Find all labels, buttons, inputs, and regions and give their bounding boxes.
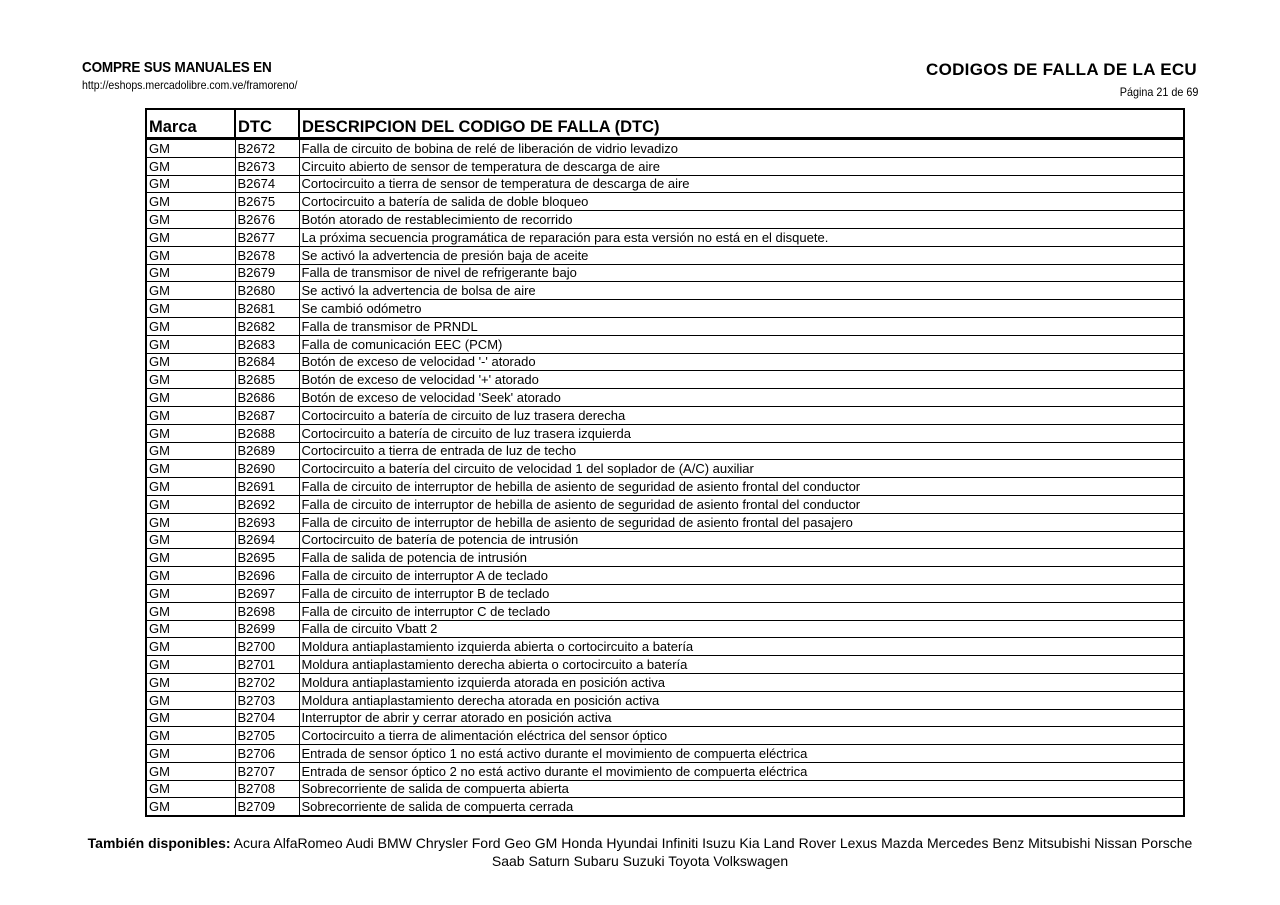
table-row — [146, 353, 1184, 371]
table-row — [146, 656, 1184, 674]
cell-dtc: B2697 — [235, 584, 299, 602]
table-row — [146, 762, 1184, 780]
cell-descripcion: Falla de circuito de interruptor B de teclado — [299, 584, 1184, 602]
cell-dtc: B2696 — [235, 567, 299, 585]
cell-dtc: B2683 — [235, 335, 299, 353]
cell-dtc: B2676 — [235, 211, 299, 229]
table-row — [146, 567, 1184, 585]
cell-descripcion: Se activó la advertencia de presión baja de aceite — [299, 246, 1184, 264]
cell-dtc: B2694 — [235, 531, 299, 549]
column-header-marca: Marca — [146, 109, 235, 139]
cell-dtc: B2691 — [235, 478, 299, 496]
cell-marca: GM — [146, 157, 235, 175]
cell-descripcion: Botón atorado de restablecimiento de recorrido — [299, 211, 1184, 229]
cell-dtc: B2680 — [235, 282, 299, 300]
cell-marca: GM — [146, 709, 235, 727]
table-row — [146, 157, 1184, 175]
cell-dtc: B2687 — [235, 406, 299, 424]
cell-descripcion: Cortocircuito a batería de circuito de luz trasera derecha — [299, 406, 1184, 424]
cell-marca: GM — [146, 727, 235, 745]
cell-marca: GM — [146, 300, 235, 318]
cell-descripcion: Botón de exceso de velocidad '+' atorado — [299, 371, 1184, 389]
footer-available-brands — [82, 834, 1198, 870]
cell-marca: GM — [146, 317, 235, 335]
table-row — [146, 780, 1184, 798]
cell-descripcion: Cortocircuito a tierra de alimentación eléctrica del sensor óptico — [299, 727, 1184, 745]
table-body — [146, 139, 1184, 817]
cell-descripcion: Moldura antiaplastamiento izquierda atorada en posición activa — [299, 673, 1184, 691]
cell-dtc: B2684 — [235, 353, 299, 371]
cell-marca: GM — [146, 442, 235, 460]
cell-descripcion: Falla de circuito de interruptor C de teclado — [299, 602, 1184, 620]
table-row — [146, 442, 1184, 460]
cell-marca: GM — [146, 478, 235, 496]
column-header-descripcion: DESCRIPCION DEL CODIGO DE FALLA (DTC) — [299, 109, 1184, 139]
table-row — [146, 228, 1184, 246]
cell-marca: GM — [146, 389, 235, 407]
cell-marca: GM — [146, 531, 235, 549]
page-number: Página 21 de 69 — [1119, 85, 1198, 99]
table-row — [146, 317, 1184, 335]
cell-marca: GM — [146, 673, 235, 691]
table-row — [146, 691, 1184, 709]
cell-dtc: B2709 — [235, 798, 299, 816]
cell-descripcion: Circuito abierto de sensor de temperatura de descarga de aire — [299, 157, 1184, 175]
cell-descripcion: Cortocircuito a tierra de entrada de luz de techo — [299, 442, 1184, 460]
cell-marca: GM — [146, 495, 235, 513]
cell-marca: GM — [146, 460, 235, 478]
cell-descripcion: La próxima secuencia programática de reparación para esta versión no está en el disquete. — [299, 228, 1184, 246]
cell-descripcion: Moldura antiaplastamiento derecha atorada en posición activa — [299, 691, 1184, 709]
cell-marca: GM — [146, 656, 235, 674]
cell-descripcion: Cortocircuito a tierra de sensor de temperatura de descarga de aire — [299, 175, 1184, 193]
table-row — [146, 335, 1184, 353]
cell-marca: GM — [146, 424, 235, 442]
cell-descripcion: Moldura antiaplastamiento izquierda abierta o cortocircuito a batería — [299, 638, 1184, 656]
cell-dtc: B2703 — [235, 691, 299, 709]
table-row — [146, 424, 1184, 442]
cell-marca: GM — [146, 193, 235, 211]
column-header-dtc: DTC — [235, 109, 299, 139]
cell-marca: GM — [146, 762, 235, 780]
table-row — [146, 460, 1184, 478]
table-header-row — [146, 109, 1184, 139]
cell-marca: GM — [146, 549, 235, 567]
cell-dtc: B2704 — [235, 709, 299, 727]
header-store-url: http://eshops.mercadolibre.com.ve/framoreno/ — [82, 78, 298, 92]
table-row — [146, 673, 1184, 691]
footer-label: También disponibles: — [87, 835, 231, 851]
cell-marca: GM — [146, 211, 235, 229]
cell-dtc: B2678 — [235, 246, 299, 264]
cell-dtc: B2686 — [235, 389, 299, 407]
table-row — [146, 798, 1184, 816]
cell-marca: GM — [146, 353, 235, 371]
table-row — [146, 709, 1184, 727]
cell-marca: GM — [146, 602, 235, 620]
cell-marca: GM — [146, 264, 235, 282]
cell-descripcion: Cortocircuito a batería de salida de doble bloqueo — [299, 193, 1184, 211]
table-row — [146, 371, 1184, 389]
cell-descripcion: Entrada de sensor óptico 1 no está activo durante el movimiento de compuerta eléctrica — [299, 745, 1184, 763]
cell-dtc: B2698 — [235, 602, 299, 620]
cell-descripcion: Falla de circuito de interruptor de hebilla de asiento de seguridad de asiento frontal del conductor — [299, 478, 1184, 496]
cell-descripcion: Falla de transmisor de nivel de refrigerante bajo — [299, 264, 1184, 282]
table-row — [146, 602, 1184, 620]
cell-marca: GM — [146, 371, 235, 389]
cell-dtc: B2681 — [235, 300, 299, 318]
cell-dtc: B2701 — [235, 656, 299, 674]
footer-brand-list: Acura AlfaRomeo Audi BMW Chrysler Ford Geo GM Honda Hyundai Infiniti Isuzu Kia Land Rover Lexus Mazda Mercedes Benz Mitsubishi Nissan Porsche Saab Saturn Subaru Suzuki Toyota Volkswagen — [233, 835, 1193, 869]
table-row — [146, 282, 1184, 300]
cell-descripcion: Interruptor de abrir y cerrar atorado en posición activa — [299, 709, 1184, 727]
table-row — [146, 531, 1184, 549]
cell-descripcion: Cortocircuito a batería del circuito de velocidad 1 del soplador de (A/C) auxiliar — [299, 460, 1184, 478]
cell-dtc: B2677 — [235, 228, 299, 246]
cell-dtc: B2695 — [235, 549, 299, 567]
cell-dtc: B2700 — [235, 638, 299, 656]
cell-descripcion: Falla de circuito Vbatt 2 — [299, 620, 1184, 638]
cell-descripcion: Falla de circuito de bobina de relé de liberación de vidrio levadizo — [299, 139, 1184, 158]
table-row — [146, 175, 1184, 193]
table-row — [146, 584, 1184, 602]
cell-descripcion: Botón de exceso de velocidad 'Seek' atorado — [299, 389, 1184, 407]
cell-marca: GM — [146, 513, 235, 531]
cell-dtc: B2679 — [235, 264, 299, 282]
dtc-table — [145, 108, 1185, 817]
table-row — [146, 727, 1184, 745]
table-row — [146, 139, 1184, 158]
cell-descripcion: Botón de exceso de velocidad '-' atorado — [299, 353, 1184, 371]
cell-marca: GM — [146, 282, 235, 300]
table-row — [146, 620, 1184, 638]
cell-descripcion: Entrada de sensor óptico 2 no está activo durante el movimiento de compuerta eléctrica — [299, 762, 1184, 780]
cell-descripcion: Falla de circuito de interruptor A de teclado — [299, 567, 1184, 585]
table-row — [146, 478, 1184, 496]
cell-descripcion: Falla de comunicación EEC (PCM) — [299, 335, 1184, 353]
cell-dtc: B2682 — [235, 317, 299, 335]
table-row — [146, 389, 1184, 407]
cell-dtc: B2702 — [235, 673, 299, 691]
table-row — [146, 300, 1184, 318]
cell-dtc: B2707 — [235, 762, 299, 780]
table-row — [146, 246, 1184, 264]
cell-dtc: B2705 — [235, 727, 299, 745]
cell-marca: GM — [146, 567, 235, 585]
cell-dtc: B2692 — [235, 495, 299, 513]
cell-dtc: B2708 — [235, 780, 299, 798]
cell-marca: GM — [146, 745, 235, 763]
table-row — [146, 638, 1184, 656]
cell-marca: GM — [146, 246, 235, 264]
cell-marca: GM — [146, 780, 235, 798]
cell-descripcion: Se cambió odómetro — [299, 300, 1184, 318]
cell-dtc: B2685 — [235, 371, 299, 389]
table-row — [146, 406, 1184, 424]
cell-marca: GM — [146, 798, 235, 816]
cell-dtc: B2675 — [235, 193, 299, 211]
cell-marca: GM — [146, 228, 235, 246]
cell-dtc: B2672 — [235, 139, 299, 158]
table-row — [146, 495, 1184, 513]
cell-marca: GM — [146, 584, 235, 602]
cell-marca: GM — [146, 175, 235, 193]
cell-descripcion: Sobrecorriente de salida de compuerta abierta — [299, 780, 1184, 798]
cell-descripcion: Sobrecorriente de salida de compuerta cerrada — [299, 798, 1184, 816]
cell-dtc: B2688 — [235, 424, 299, 442]
document-title: CODIGOS DE FALLA DE LA ECU — [926, 60, 1197, 79]
cell-descripcion: Falla de circuito de interruptor de hebilla de asiento de seguridad de asiento frontal del pasajero — [299, 513, 1184, 531]
table-row — [146, 513, 1184, 531]
header-left-title: COMPRE SUS MANUALES EN — [82, 59, 272, 76]
cell-dtc: B2690 — [235, 460, 299, 478]
cell-descripcion: Cortocircuito a batería de circuito de luz trasera izquierda — [299, 424, 1184, 442]
cell-dtc: B2699 — [235, 620, 299, 638]
cell-dtc: B2693 — [235, 513, 299, 531]
cell-dtc: B2673 — [235, 157, 299, 175]
cell-marca: GM — [146, 335, 235, 353]
table-row — [146, 211, 1184, 229]
cell-descripcion: Se activó la advertencia de bolsa de aire — [299, 282, 1184, 300]
cell-dtc: B2674 — [235, 175, 299, 193]
cell-marca: GM — [146, 638, 235, 656]
cell-dtc: B2706 — [235, 745, 299, 763]
cell-marca: GM — [146, 406, 235, 424]
table-row — [146, 264, 1184, 282]
table-row — [146, 549, 1184, 567]
cell-descripcion: Cortocircuito de batería de potencia de intrusión — [299, 531, 1184, 549]
cell-descripcion: Falla de transmisor de PRNDL — [299, 317, 1184, 335]
table-row — [146, 745, 1184, 763]
cell-marca: GM — [146, 620, 235, 638]
cell-marca: GM — [146, 139, 235, 158]
cell-marca: GM — [146, 691, 235, 709]
cell-dtc: B2689 — [235, 442, 299, 460]
table-row — [146, 193, 1184, 211]
cell-descripcion: Falla de circuito de interruptor de hebilla de asiento de seguridad de asiento frontal del conductor — [299, 495, 1184, 513]
cell-descripcion: Falla de salida de potencia de intrusión — [299, 549, 1184, 567]
cell-descripcion: Moldura antiaplastamiento derecha abierta o cortocircuito a batería — [299, 656, 1184, 674]
